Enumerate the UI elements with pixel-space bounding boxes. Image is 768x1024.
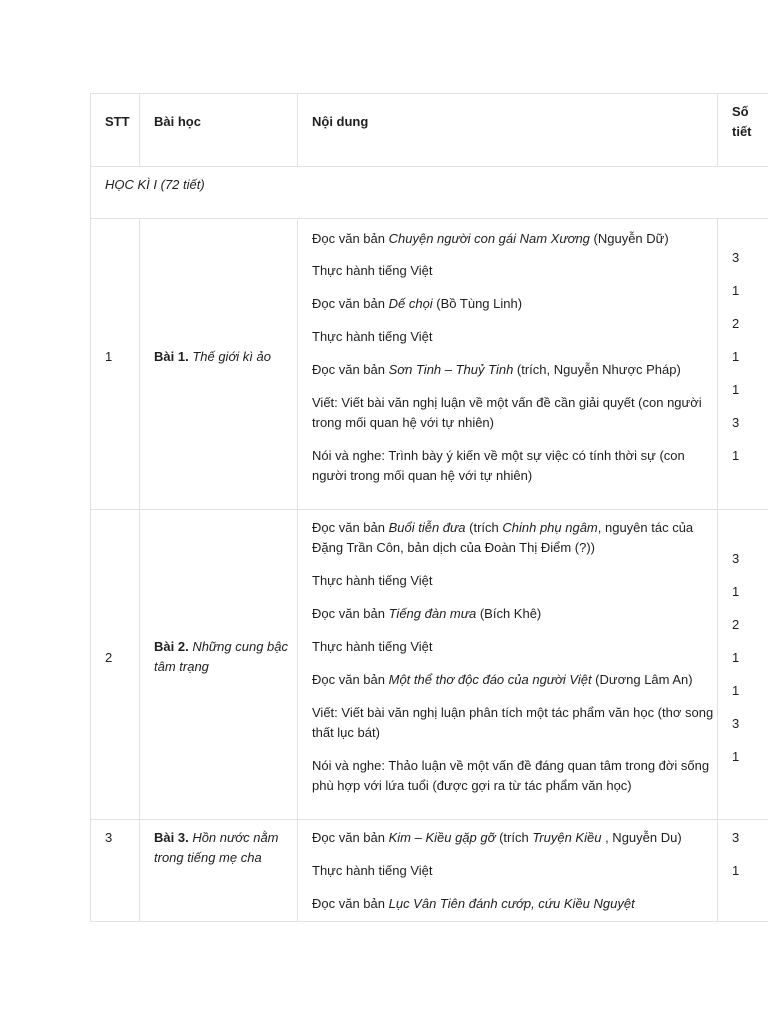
header-so-tiet-line1: Số — [732, 104, 749, 119]
list-item: Đọc văn bản Tiếng đàn mưa (Bích Khê) — [312, 606, 542, 621]
list-item: Đọc văn bản Sơn Tinh – Thuỷ Tinh (trích, Nguyễn Nhược Pháp) — [312, 362, 681, 377]
list-item-line2: thất lục bát) — [312, 725, 380, 740]
header-stt: STT — [105, 114, 130, 129]
list-item: Đọc văn bản Lục Vân Tiên đánh cướp, cứu Kiều Nguyệt — [312, 896, 635, 911]
list-item: Viết: Viết bài văn nghị luận phân tích một tác phẩm văn học (thơ song — [312, 705, 714, 720]
so-tiet-value: 1 — [732, 382, 740, 397]
stt-value: 1 — [105, 349, 113, 364]
table-row — [90, 819, 768, 921]
so-tiet-value: 1 — [732, 448, 740, 463]
list-item: Đọc văn bản Buổi tiễn đưa (trích Chinh phụ ngâm, nguyên tác của — [312, 520, 694, 535]
lesson-title-cell — [139, 219, 297, 509]
so-tiet-value: 1 — [732, 683, 740, 698]
table-header-row — [90, 93, 768, 166]
so-tiet-value: 1 — [732, 749, 740, 764]
so-tiet-value: 1 — [732, 283, 740, 298]
so-tiet-value: 1 — [732, 349, 740, 364]
header-stt-cell — [91, 94, 139, 166]
list-item-line2: Đặng Trần Côn, bản dịch của Đoàn Thị Điểm (?)) — [312, 540, 596, 555]
so-tiet-value: 3 — [732, 551, 740, 566]
list-item-line2: trong mối quan hệ với tự nhiên) — [312, 415, 494, 430]
so-tiet-value: 3 — [732, 716, 740, 731]
section-row — [90, 166, 768, 218]
lesson-title: Bài 2. Những cung bậc — [154, 639, 289, 654]
content-cell — [297, 510, 717, 819]
content-cell — [297, 219, 717, 509]
list-item: Viết: Viết bài văn nghị luận về một vấn đề cần giải quyết (con người — [312, 395, 702, 410]
lesson-title-cell — [139, 820, 297, 921]
so-tiet-value: 2 — [732, 617, 740, 632]
header-noi-dung: Nội dung — [312, 114, 369, 129]
so-tiet-value: 2 — [732, 316, 740, 331]
header-noi-dung-cell — [297, 94, 717, 166]
header-so-tiet-cell — [717, 94, 768, 166]
list-item: Thực hành tiếng Việt — [312, 263, 433, 278]
list-item: Đọc văn bản Kim – Kiều gặp gỡ (trích Truyện Kiều , Nguyễn Du) — [312, 830, 682, 845]
table-bottom-border — [90, 921, 768, 922]
lesson-title-line2: tâm trạng — [154, 659, 209, 674]
stt-value: 2 — [105, 650, 113, 665]
stt-cell — [91, 219, 139, 509]
list-item-line2: người trong mối quan hệ với tự nhiên) — [312, 468, 533, 483]
header-bai-hoc: Bài học — [154, 114, 201, 129]
stt-value: 3 — [105, 830, 113, 845]
lesson-title-cell — [139, 510, 297, 819]
stt-cell — [91, 820, 139, 921]
section-label: HỌC KÌ I (72 tiết) — [105, 177, 205, 192]
list-item: Thực hành tiếng Việt — [312, 639, 433, 654]
list-item: Nói và nghe: Trình bày ý kiến về một sự việc có tính thời sự (con — [312, 448, 685, 463]
table-row — [90, 509, 768, 819]
so-tiet-cell — [717, 820, 768, 921]
so-tiet-cell — [717, 219, 768, 509]
so-tiet-value: 3 — [732, 830, 740, 845]
so-tiet-value: 1 — [732, 584, 740, 599]
list-item: Thực hành tiếng Việt — [312, 863, 433, 878]
so-tiet-value: 1 — [732, 650, 740, 665]
list-item: Đọc văn bản Chuyện người con gái Nam Xương (Nguyễn Dữ) — [312, 231, 669, 246]
list-item: Thực hành tiếng Việt — [312, 573, 433, 588]
lesson-title: Bài 3. Hồn nước nằm — [154, 830, 279, 845]
so-tiet-value: 3 — [732, 415, 740, 430]
lesson-title-line2: trong tiếng mẹ cha — [154, 850, 262, 865]
list-item: Thực hành tiếng Việt — [312, 329, 433, 344]
header-bai-hoc-cell — [139, 94, 297, 166]
so-tiet-column-lesson-2 — [716, 509, 768, 819]
so-tiet-value: 3 — [732, 250, 740, 265]
list-item: Đọc văn bản Dế chọi (Bồ Tùng Linh) — [312, 296, 523, 311]
lesson-title: Bài 1. Thế giới kì ảo — [154, 349, 271, 364]
table-row — [90, 218, 768, 509]
header-so-tiet-line2: tiết — [732, 124, 752, 139]
content-cell — [297, 820, 717, 921]
list-item-line2: phù hợp với lứa tuổi (được gợi ra từ tác phẩm văn học) — [312, 778, 632, 793]
so-tiet-value: 1 — [732, 863, 740, 878]
list-item: Đọc văn bản Một thể thơ độc đáo của người Việt (Dương Lâm An) — [312, 672, 693, 687]
stt-cell — [91, 510, 139, 819]
list-item: Nói và nghe: Thảo luận về một vấn đề đáng quan tâm trong đời sống — [312, 758, 710, 773]
